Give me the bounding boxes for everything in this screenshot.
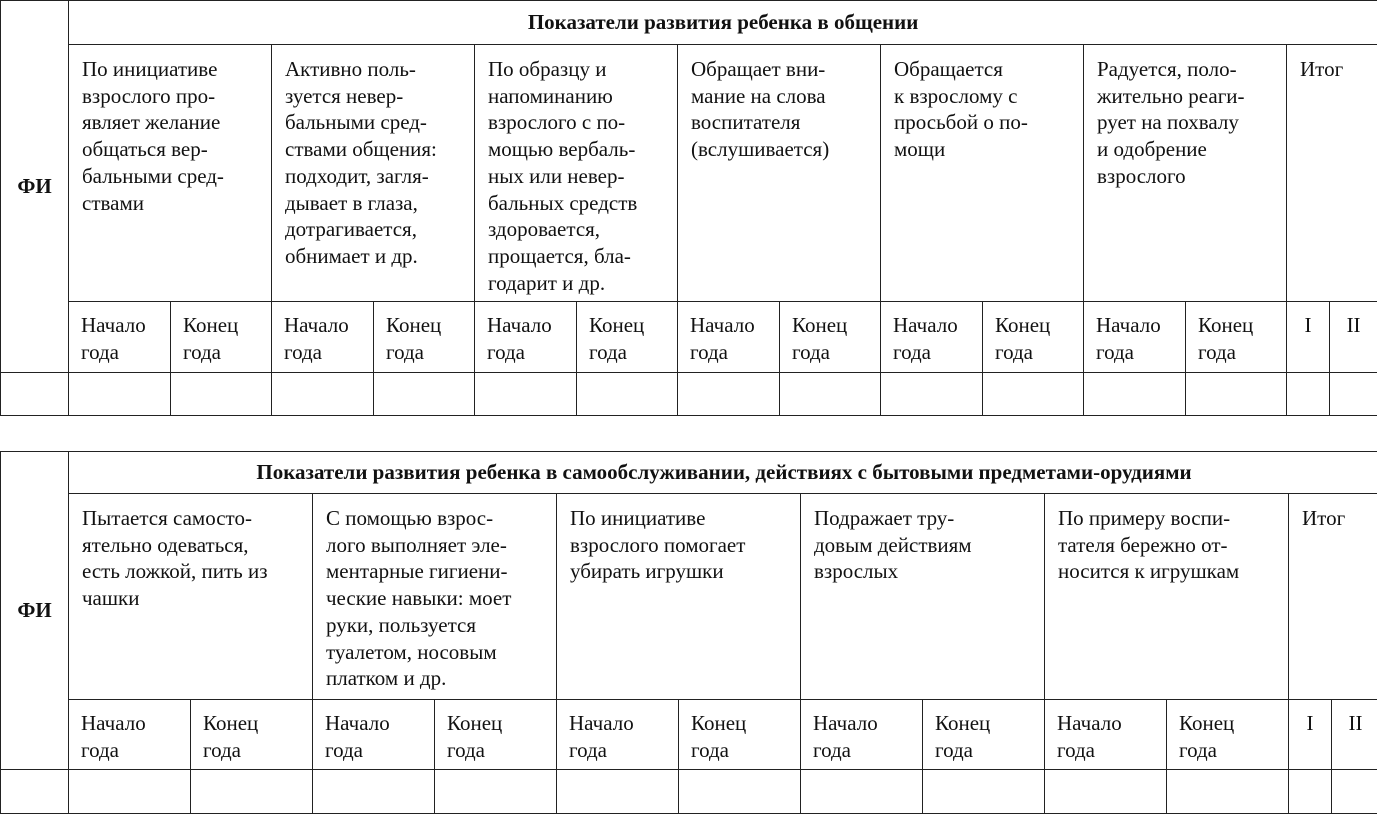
itog-header: Итог bbox=[1289, 494, 1377, 700]
cell[interactable] bbox=[69, 770, 191, 814]
itog-i-header: I bbox=[1287, 302, 1330, 373]
cell[interactable] bbox=[678, 373, 780, 416]
itog-ii-header: II bbox=[1330, 302, 1377, 373]
period-start-header: Начало года bbox=[881, 302, 983, 373]
cell[interactable] bbox=[272, 373, 374, 416]
period-end-header: Конец года bbox=[191, 700, 313, 770]
cell[interactable] bbox=[881, 373, 983, 416]
period-start-header: Начало года bbox=[801, 700, 923, 770]
cell[interactable] bbox=[577, 373, 678, 416]
cell[interactable] bbox=[1289, 770, 1332, 814]
period-start-header: Начало года bbox=[1045, 700, 1167, 770]
table-title: Показатели развития ребенка в общении bbox=[69, 1, 1377, 45]
criterion-header: Активно поль- зуется невер- бальными сред- ствами общения: подходит, загля- дывает в глаза, дотрагивается, обнимает и др. bbox=[272, 45, 475, 302]
cell[interactable] bbox=[1330, 373, 1377, 416]
itog-ii-header: II bbox=[1332, 700, 1377, 770]
cell[interactable] bbox=[1186, 373, 1287, 416]
table-row bbox=[1, 770, 1377, 814]
self-care-indicators-table bbox=[0, 451, 1377, 814]
criterion-header: Подражает тру- довым действиям взрослых bbox=[801, 494, 1045, 700]
criterion-header: С помощью взрос- лого выполняет эле- ментарные гигиени- ческие навыки: моет руки, пользуется туалетом, носовым платком и др. bbox=[313, 494, 557, 700]
cell[interactable] bbox=[435, 770, 557, 814]
period-end-header: Конец года bbox=[435, 700, 557, 770]
period-start-header: Начало года bbox=[557, 700, 679, 770]
period-start-header: Начало года bbox=[475, 302, 577, 373]
cell[interactable] bbox=[801, 770, 923, 814]
cell[interactable] bbox=[475, 373, 577, 416]
period-end-header: Конец года bbox=[923, 700, 1045, 770]
cell[interactable] bbox=[69, 373, 171, 416]
period-start-header: Начало года bbox=[69, 700, 191, 770]
period-end-header: Конец года bbox=[1167, 700, 1289, 770]
cell[interactable] bbox=[557, 770, 679, 814]
period-start-header: Начало года bbox=[678, 302, 780, 373]
cell[interactable] bbox=[1084, 373, 1186, 416]
cell[interactable] bbox=[313, 770, 435, 814]
fi-header: ФИ bbox=[1, 452, 69, 770]
cell[interactable] bbox=[923, 770, 1045, 814]
criterion-header: По инициативе взрослого помогает убирать игрушки bbox=[557, 494, 801, 700]
table-row bbox=[1, 373, 1377, 416]
cell[interactable] bbox=[780, 373, 881, 416]
itog-i-header: I bbox=[1289, 700, 1332, 770]
cell[interactable] bbox=[1045, 770, 1167, 814]
period-end-header: Конец года bbox=[374, 302, 475, 373]
cell-fi[interactable] bbox=[1, 770, 69, 814]
period-start-header: Начало года bbox=[1084, 302, 1186, 373]
cell[interactable] bbox=[1287, 373, 1330, 416]
table-title: Показатели развития ребенка в самообслуживании, действиях с бытовыми предметами-орудиями bbox=[69, 452, 1377, 494]
criterion-header: По примеру воспи- тателя бережно от- носится к игрушкам bbox=[1045, 494, 1289, 700]
cell[interactable] bbox=[191, 770, 313, 814]
period-start-header: Начало года bbox=[272, 302, 374, 373]
criterion-header: Обращает вни- мание на слова воспитателя (вслушивается) bbox=[678, 45, 881, 302]
cell[interactable] bbox=[171, 373, 272, 416]
cell-fi[interactable] bbox=[1, 373, 69, 416]
cell[interactable] bbox=[1167, 770, 1289, 814]
period-end-header: Конец года bbox=[1186, 302, 1287, 373]
cell[interactable] bbox=[679, 770, 801, 814]
criterion-header: Обращается к взрослому с просьбой о по- мощи bbox=[881, 45, 1084, 302]
period-start-header: Начало года bbox=[69, 302, 171, 373]
period-end-header: Конец года bbox=[983, 302, 1084, 373]
fi-header: ФИ bbox=[1, 1, 69, 373]
criterion-header: Радуется, поло- жительно реаги- рует на похвалу и одобрение взрослого bbox=[1084, 45, 1287, 302]
criterion-header: По образцу и напоминанию взрослого с по- мощью вербаль- ных или невер- бальных средств здоровается, прощается, бла- годарит и др. bbox=[475, 45, 678, 302]
period-end-header: Конец года bbox=[577, 302, 678, 373]
cell[interactable] bbox=[983, 373, 1084, 416]
criterion-header: По инициативе взрослого про- являет желание общаться вер- бальными сред- ствами bbox=[69, 45, 272, 302]
cell[interactable] bbox=[1332, 770, 1377, 814]
period-end-header: Конец года bbox=[780, 302, 881, 373]
cell[interactable] bbox=[374, 373, 475, 416]
period-end-header: Конец года bbox=[679, 700, 801, 770]
criterion-header: Пытается самосто- ятельно одеваться, есть ложкой, пить из чашки bbox=[69, 494, 313, 700]
period-start-header: Начало года bbox=[313, 700, 435, 770]
itog-header: Итог bbox=[1287, 45, 1377, 302]
period-end-header: Конец года bbox=[171, 302, 272, 373]
